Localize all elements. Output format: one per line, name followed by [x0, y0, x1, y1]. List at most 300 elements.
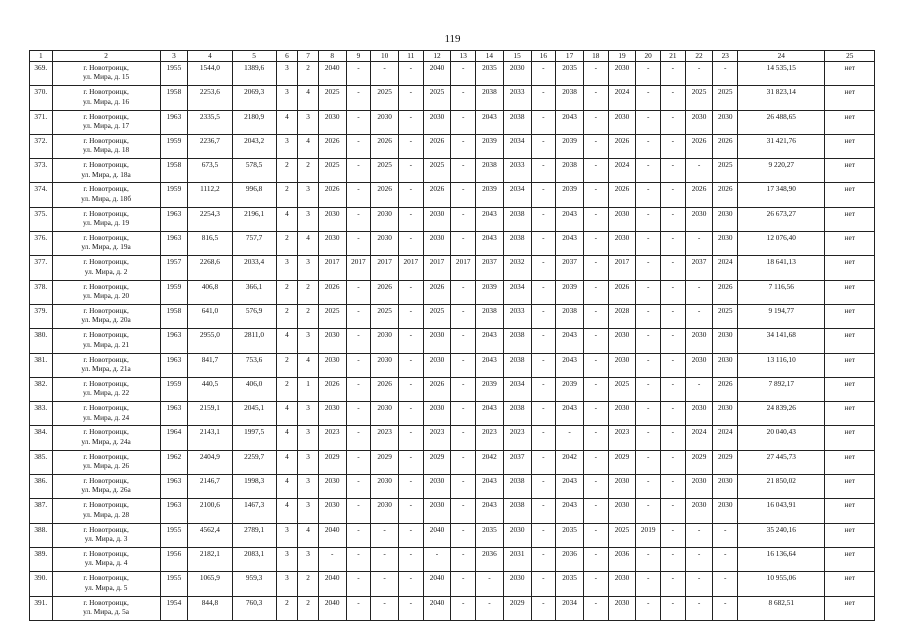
cell-col-11: - [398, 159, 423, 183]
cell-col-7: 4 [298, 523, 319, 547]
cell-col-8: 2026 [318, 377, 346, 401]
cell-col-5: 2789,1 [232, 523, 276, 547]
cell-col-12: 2029 [423, 450, 451, 474]
cell-col-19: 2030 [608, 207, 636, 231]
cell-col-5: 2083,1 [232, 547, 276, 571]
cell-col-18: - [583, 256, 608, 280]
column-header: 11 [398, 51, 423, 62]
cell-col-7: 2 [298, 572, 319, 596]
cell-col-10: 2030 [371, 232, 399, 256]
cell-col-5: 366,1 [232, 280, 276, 304]
address-line-street: ул. Мира, д. 17 [82, 121, 130, 130]
cell-col-18: - [583, 426, 608, 450]
address-line-street: ул. Мира, д. 24 [82, 412, 130, 422]
cell-col-16: - [531, 523, 556, 547]
cell-col-22: 2030 [685, 329, 713, 353]
cell-col-20: - [636, 377, 661, 401]
cell-col-4: 841,7 [188, 353, 232, 377]
cell-col-17: 2039 [556, 280, 584, 304]
cell-col-3: 1955 [160, 62, 188, 86]
cell-col-5: 578,5 [232, 159, 276, 183]
cell-col-3: 1959 [160, 377, 188, 401]
address-line-street: ул. Мира, д. 21а [81, 363, 131, 373]
cell-col-22: - [685, 304, 713, 328]
address-line-city: г. Новотроицк, [83, 233, 129, 243]
address-line-street: ул. Мира, д. 16 [82, 96, 130, 106]
cell-col-24: 8 682,51 [738, 596, 825, 620]
cell-col-4: 1112,2 [188, 183, 232, 207]
cell-col-12: 2030 [423, 475, 451, 499]
row-number-cell: 375. [30, 207, 53, 231]
cell-col-3: 1959 [160, 183, 188, 207]
cell-col-18: - [583, 207, 608, 231]
cell-col-5: 760,3 [232, 596, 276, 620]
table-row [30, 159, 875, 183]
cell-col-11: - [398, 86, 423, 110]
cell-col-15: 2033 [503, 159, 531, 183]
cell-col-23: 2025 [713, 159, 738, 183]
cell-col-6: 2 [276, 183, 298, 207]
cell-col-10: 2026 [371, 377, 399, 401]
cell-col-22: - [685, 232, 713, 256]
cell-col-21: - [661, 329, 686, 353]
cell-col-12: 2040 [423, 596, 451, 620]
cell-col-5: 2069,3 [232, 86, 276, 110]
cell-col-20: - [636, 256, 661, 280]
cell-col-23: - [713, 547, 738, 571]
cell-col-13: 2017 [451, 256, 476, 280]
cell-col-23: - [713, 596, 738, 620]
cell-col-3: 1963 [160, 475, 188, 499]
cell-col-3: 1957 [160, 256, 188, 280]
cell-col-10: 2025 [371, 304, 399, 328]
cell-col-23: - [713, 523, 738, 547]
cell-col-14: 2035 [476, 62, 504, 86]
cell-col-14: 2043 [476, 475, 504, 499]
row-number-cell: 373. [30, 159, 53, 183]
cell-col-22: 2025 [685, 86, 713, 110]
cell-col-18: - [583, 572, 608, 596]
cell-col-24: 34 141,68 [738, 329, 825, 353]
cell-col-14: 2038 [476, 304, 504, 328]
cell-col-9: - [346, 232, 371, 256]
cell-col-6: 3 [276, 256, 298, 280]
cell-col-18: - [583, 134, 608, 158]
cell-col-7: 4 [298, 134, 319, 158]
address-cell [52, 547, 160, 571]
cell-col-18: - [583, 232, 608, 256]
cell-col-9: - [346, 353, 371, 377]
cell-col-3: 1958 [160, 86, 188, 110]
cell-col-3: 1956 [160, 547, 188, 571]
cell-col-19: 2030 [608, 596, 636, 620]
cell-col-22: 2026 [685, 134, 713, 158]
cell-col-25: нет [825, 134, 875, 158]
cell-col-22: 2030 [685, 110, 713, 134]
cell-col-16: - [531, 475, 556, 499]
table-row [30, 353, 875, 377]
cell-col-20: - [636, 450, 661, 474]
cell-col-24: 18 641,13 [738, 256, 825, 280]
cell-col-3: 1958 [160, 304, 188, 328]
cell-col-6: 4 [276, 402, 298, 426]
cell-col-17: 2043 [556, 402, 584, 426]
cell-col-25: нет [825, 232, 875, 256]
cell-col-21: - [661, 523, 686, 547]
cell-col-19: 2030 [608, 62, 636, 86]
cell-col-6: 4 [276, 110, 298, 134]
housing-registry-table [29, 50, 875, 621]
cell-col-6: 2 [276, 377, 298, 401]
column-header: 14 [476, 51, 504, 62]
cell-col-7: 4 [298, 353, 319, 377]
cell-col-8: 2040 [318, 523, 346, 547]
cell-col-14: 2043 [476, 232, 504, 256]
column-header: 19 [608, 51, 636, 62]
cell-col-22: 2026 [685, 183, 713, 207]
cell-col-21: - [661, 499, 686, 523]
cell-col-5: 2259,7 [232, 450, 276, 474]
cell-col-7: 3 [298, 499, 319, 523]
cell-col-12: 2030 [423, 232, 451, 256]
cell-col-24: 9 194,77 [738, 304, 825, 328]
cell-col-8: 2030 [318, 402, 346, 426]
cell-col-11: - [398, 596, 423, 620]
cell-col-22: 2030 [685, 402, 713, 426]
cell-col-24: 16 136,64 [738, 547, 825, 571]
cell-col-3: 1954 [160, 596, 188, 620]
address-line-city: г. Новотроицк, [83, 451, 129, 461]
row-number-cell: 371. [30, 110, 53, 134]
column-header: 4 [188, 51, 232, 62]
address-line-city: г. Новотроицк, [83, 184, 129, 194]
cell-col-24: 21 850,02 [738, 475, 825, 499]
cell-col-7: 2 [298, 62, 319, 86]
cell-col-17: 2043 [556, 207, 584, 231]
row-number-cell: 370. [30, 86, 53, 110]
address-line-street: ул. Мира, д. 24а [81, 436, 131, 446]
address-line-city: г. Новотроицк, [83, 160, 129, 170]
cell-col-8: 2026 [318, 280, 346, 304]
address-cell [52, 596, 160, 620]
cell-col-19: 2026 [608, 183, 636, 207]
cell-col-14: 2043 [476, 402, 504, 426]
address-line-street: ул. Мира, д. 20а [81, 315, 131, 325]
column-header: 5 [232, 51, 276, 62]
cell-col-4: 1544,0 [188, 62, 232, 86]
address-line-city: г. Новотроицк, [83, 281, 129, 291]
table-row [30, 183, 875, 207]
address-line-street: ул. Мира, д. 28 [82, 509, 130, 519]
cell-col-25: нет [825, 110, 875, 134]
cell-col-14: - [476, 596, 504, 620]
cell-col-10: - [371, 596, 399, 620]
row-number-cell: 376. [30, 232, 53, 256]
cell-col-22: - [685, 523, 713, 547]
address-cell [52, 280, 160, 304]
cell-col-4: 2146,7 [188, 475, 232, 499]
cell-col-11: - [398, 426, 423, 450]
cell-col-3: 1963 [160, 110, 188, 134]
cell-col-18: - [583, 402, 608, 426]
cell-col-25: нет [825, 86, 875, 110]
cell-col-16: - [531, 232, 556, 256]
cell-col-25: нет [825, 499, 875, 523]
cell-col-11: - [398, 523, 423, 547]
cell-col-11: - [398, 572, 423, 596]
cell-col-23: 2029 [713, 450, 738, 474]
cell-col-15: 2034 [503, 134, 531, 158]
cell-col-9: - [346, 523, 371, 547]
cell-col-4: 2159,1 [188, 402, 232, 426]
cell-col-7: 2 [298, 596, 319, 620]
cell-col-22: 2024 [685, 426, 713, 450]
cell-col-12: 2030 [423, 110, 451, 134]
cell-col-17: 2037 [556, 256, 584, 280]
cell-col-21: - [661, 377, 686, 401]
cell-col-16: - [531, 547, 556, 571]
cell-col-20: - [636, 304, 661, 328]
cell-col-25: нет [825, 523, 875, 547]
cell-col-8: 2030 [318, 110, 346, 134]
address-line-city: г. Новотроицк, [83, 87, 129, 97]
cell-col-8: 2030 [318, 207, 346, 231]
column-header: 24 [738, 51, 825, 62]
cell-col-21: - [661, 450, 686, 474]
address-cell [52, 377, 160, 401]
cell-col-15: 2038 [503, 329, 531, 353]
address-line-city: г. Новотроицк, [83, 476, 129, 486]
table-body [30, 62, 875, 621]
cell-col-14: 2043 [476, 329, 504, 353]
cell-col-19: 2030 [608, 572, 636, 596]
cell-col-10: 2030 [371, 353, 399, 377]
cell-col-7: 3 [298, 110, 319, 134]
cell-col-5: 959,3 [232, 572, 276, 596]
cell-col-19: 2030 [608, 475, 636, 499]
cell-col-3: 1963 [160, 402, 188, 426]
row-number-cell: 385. [30, 450, 53, 474]
cell-col-9: - [346, 402, 371, 426]
cell-col-19: 2026 [608, 280, 636, 304]
cell-col-16: - [531, 110, 556, 134]
address-line-city: г. Новотроицк, [83, 378, 129, 388]
address-line-city: г. Новотроицк, [83, 500, 129, 510]
cell-col-19: 2030 [608, 353, 636, 377]
cell-col-9: - [346, 183, 371, 207]
cell-col-22: - [685, 572, 713, 596]
row-number-cell: 378. [30, 280, 53, 304]
table-row [30, 596, 875, 620]
cell-col-13: - [451, 159, 476, 183]
header-row [30, 51, 875, 62]
cell-col-17: 2034 [556, 596, 584, 620]
cell-col-18: - [583, 596, 608, 620]
cell-col-10: 2030 [371, 110, 399, 134]
cell-col-23: 2026 [713, 134, 738, 158]
row-number-cell: 382. [30, 377, 53, 401]
cell-col-6: 4 [276, 475, 298, 499]
cell-col-9: - [346, 134, 371, 158]
cell-col-15: 2023 [503, 426, 531, 450]
cell-col-13: - [451, 232, 476, 256]
cell-col-15: 2038 [503, 110, 531, 134]
cell-col-13: - [451, 572, 476, 596]
cell-col-9: - [346, 377, 371, 401]
cell-col-4: 2254,3 [188, 207, 232, 231]
address-line-city: г. Новотроицк, [83, 524, 129, 534]
cell-col-9: - [346, 159, 371, 183]
column-header: 16 [531, 51, 556, 62]
cell-col-10: 2029 [371, 450, 399, 474]
address-cell [52, 256, 160, 280]
cell-col-5: 2196,1 [232, 207, 276, 231]
cell-col-24: 16 043,91 [738, 499, 825, 523]
address-line-street: ул. Мира, д. 21 [82, 339, 130, 349]
cell-col-7: 4 [298, 232, 319, 256]
cell-col-14: 2042 [476, 450, 504, 474]
cell-col-21: - [661, 280, 686, 304]
cell-col-8: 2026 [318, 134, 346, 158]
row-number-cell: 386. [30, 475, 53, 499]
cell-col-19: 2030 [608, 329, 636, 353]
cell-col-4: 2268,6 [188, 256, 232, 280]
cell-col-5: 2180,9 [232, 110, 276, 134]
cell-col-16: - [531, 353, 556, 377]
table-row [30, 256, 875, 280]
cell-col-4: 406,8 [188, 280, 232, 304]
cell-col-6: 3 [276, 62, 298, 86]
address-cell [52, 232, 160, 256]
cell-col-15: 2038 [503, 475, 531, 499]
cell-col-17: 2043 [556, 232, 584, 256]
cell-col-22: - [685, 159, 713, 183]
cell-col-11: - [398, 207, 423, 231]
cell-col-18: - [583, 110, 608, 134]
cell-col-24: 9 220,27 [738, 159, 825, 183]
cell-col-10: 2017 [371, 256, 399, 280]
cell-col-25: нет [825, 183, 875, 207]
cell-col-3: 1963 [160, 232, 188, 256]
cell-col-16: - [531, 377, 556, 401]
column-header: 17 [556, 51, 584, 62]
cell-col-15: 2033 [503, 304, 531, 328]
cell-col-10: 2026 [371, 280, 399, 304]
cell-col-13: - [451, 62, 476, 86]
cell-col-25: нет [825, 450, 875, 474]
cell-col-17: 2039 [556, 377, 584, 401]
cell-col-17: 2038 [556, 159, 584, 183]
cell-col-18: - [583, 183, 608, 207]
cell-col-25: нет [825, 426, 875, 450]
cell-col-12: 2030 [423, 353, 451, 377]
cell-col-8: 2025 [318, 159, 346, 183]
cell-col-18: - [583, 499, 608, 523]
cell-col-20: - [636, 499, 661, 523]
cell-col-25: нет [825, 353, 875, 377]
cell-col-23: - [713, 572, 738, 596]
row-number-cell: 384. [30, 426, 53, 450]
address-cell [52, 475, 160, 499]
cell-col-25: нет [825, 475, 875, 499]
cell-col-4: 844,8 [188, 596, 232, 620]
cell-col-4: 2236,7 [188, 134, 232, 158]
cell-col-11: - [398, 499, 423, 523]
cell-col-19: 2026 [608, 134, 636, 158]
table-row [30, 232, 875, 256]
cell-col-21: - [661, 110, 686, 134]
table-row [30, 426, 875, 450]
cell-col-16: - [531, 207, 556, 231]
cell-col-25: нет [825, 596, 875, 620]
cell-col-17: 2043 [556, 475, 584, 499]
cell-col-22: - [685, 280, 713, 304]
cell-col-18: - [583, 304, 608, 328]
column-header: 18 [583, 51, 608, 62]
cell-col-8: 2040 [318, 596, 346, 620]
cell-col-17: 2042 [556, 450, 584, 474]
cell-col-15: 2038 [503, 402, 531, 426]
cell-col-18: - [583, 329, 608, 353]
row-number-cell: 390. [30, 572, 53, 596]
cell-col-5: 1389,6 [232, 62, 276, 86]
address-line-city: г. Новотроицк, [83, 63, 129, 72]
cell-col-11: - [398, 110, 423, 134]
row-number-cell: 377. [30, 256, 53, 280]
cell-col-13: - [451, 450, 476, 474]
cell-col-16: - [531, 134, 556, 158]
cell-col-12: 2040 [423, 523, 451, 547]
cell-col-11: - [398, 280, 423, 304]
table-row [30, 475, 875, 499]
cell-col-9: - [346, 86, 371, 110]
cell-col-5: 1467,3 [232, 499, 276, 523]
cell-col-24: 35 240,16 [738, 523, 825, 547]
address-line-street: ул. Мира, д. 4 [84, 558, 128, 568]
cell-col-13: - [451, 499, 476, 523]
cell-col-15: 2030 [503, 62, 531, 86]
cell-col-14: 2039 [476, 377, 504, 401]
cell-col-24: 27 445,73 [738, 450, 825, 474]
cell-col-6: 2 [276, 280, 298, 304]
cell-col-22: 2037 [685, 256, 713, 280]
cell-col-8: 2030 [318, 329, 346, 353]
cell-col-15: 2032 [503, 256, 531, 280]
cell-col-12: 2026 [423, 280, 451, 304]
cell-col-20: - [636, 159, 661, 183]
cell-col-24: 20 040,43 [738, 426, 825, 450]
cell-col-18: - [583, 475, 608, 499]
cell-col-8: 2030 [318, 475, 346, 499]
cell-col-3: 1959 [160, 280, 188, 304]
cell-col-8: 2040 [318, 572, 346, 596]
cell-col-20: - [636, 572, 661, 596]
cell-col-17: 2043 [556, 329, 584, 353]
cell-col-10: - [371, 547, 399, 571]
cell-col-8: - [318, 547, 346, 571]
cell-col-11: 2017 [398, 256, 423, 280]
cell-col-15: 2038 [503, 353, 531, 377]
cell-col-11: - [398, 183, 423, 207]
cell-col-10: 2030 [371, 207, 399, 231]
cell-col-23: 2030 [713, 499, 738, 523]
address-cell [52, 110, 160, 134]
cell-col-9: - [346, 304, 371, 328]
cell-col-18: - [583, 353, 608, 377]
cell-col-25: нет [825, 159, 875, 183]
cell-col-13: - [451, 426, 476, 450]
cell-col-13: - [451, 183, 476, 207]
